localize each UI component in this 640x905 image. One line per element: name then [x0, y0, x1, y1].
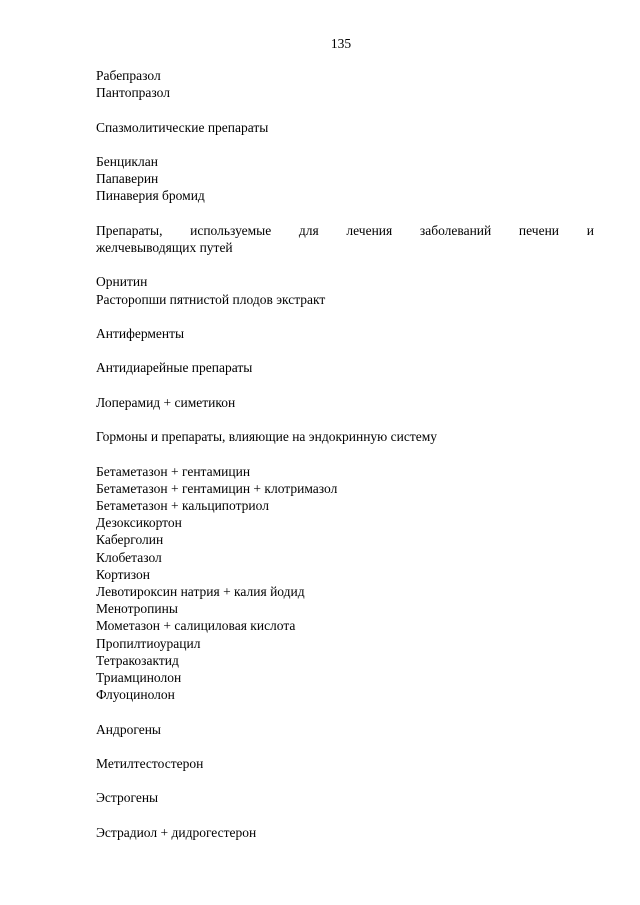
list-item: Бетаметазон + гентамицин + клотримазол [96, 480, 338, 496]
heading-word: и [586, 222, 594, 238]
list-item: Левотироксин натрия + калия йодид [96, 583, 305, 599]
document-body [96, 67, 594, 841]
list-item: Пантопразол [96, 85, 170, 101]
list-item: Кортизон [96, 566, 151, 582]
section-heading: Антиферменты [96, 325, 185, 341]
heading-word: печени [518, 222, 560, 238]
heading-word: используемые [190, 222, 272, 238]
list-item: Менотропины [96, 601, 178, 617]
list-item: Метилтестостерон [96, 755, 204, 771]
list-item: Лоперамид + симетикон [96, 394, 236, 410]
page-number: 135 [330, 36, 352, 51]
section-heading-continuation: желчевыводящих путей [96, 239, 233, 255]
list-item: Пинаверия бромид [96, 188, 205, 204]
section-heading: Антидиарейные препараты [96, 360, 253, 376]
heading-word: для [298, 222, 319, 238]
heading-word: Препараты, [96, 222, 163, 238]
list-item: Расторопши пятнистой плодов экстракт [96, 291, 326, 307]
section-heading: Эстрогены [96, 790, 159, 806]
list-item: Триамцинолон [96, 669, 182, 685]
list-item: Клобетазол [96, 549, 162, 565]
section-heading: Гормоны и препараты, влияющие на эндокринную систему [96, 429, 438, 445]
heading-word: заболеваний [419, 222, 492, 238]
section-heading: Андрогены [96, 721, 161, 737]
list-item: Бетаметазон + кальципотриол [96, 497, 269, 513]
list-item: Рабепразол [96, 68, 161, 83]
heading-word: лечения [346, 222, 393, 238]
list-item: Каберголин [96, 532, 164, 548]
list-item: Тетракозактид [96, 652, 179, 668]
list-item: Бенциклан [96, 153, 158, 169]
list-item: Орнитин [96, 274, 148, 290]
list-item: Дезоксикортон [96, 515, 182, 531]
section-heading: Спазмолитические препараты [96, 119, 269, 135]
list-item: Эстрадиол + дидрогестерон [96, 824, 257, 840]
list-item: Папаверин [96, 171, 159, 187]
list-item: Пропилтиоурацил [96, 635, 201, 651]
list-item: Мометазон + салициловая кислота [96, 618, 296, 634]
section-heading [96, 222, 594, 239]
list-item: Флуоцинолон [96, 687, 175, 703]
list-item: Бетаметазон + гентамицин [96, 463, 251, 479]
